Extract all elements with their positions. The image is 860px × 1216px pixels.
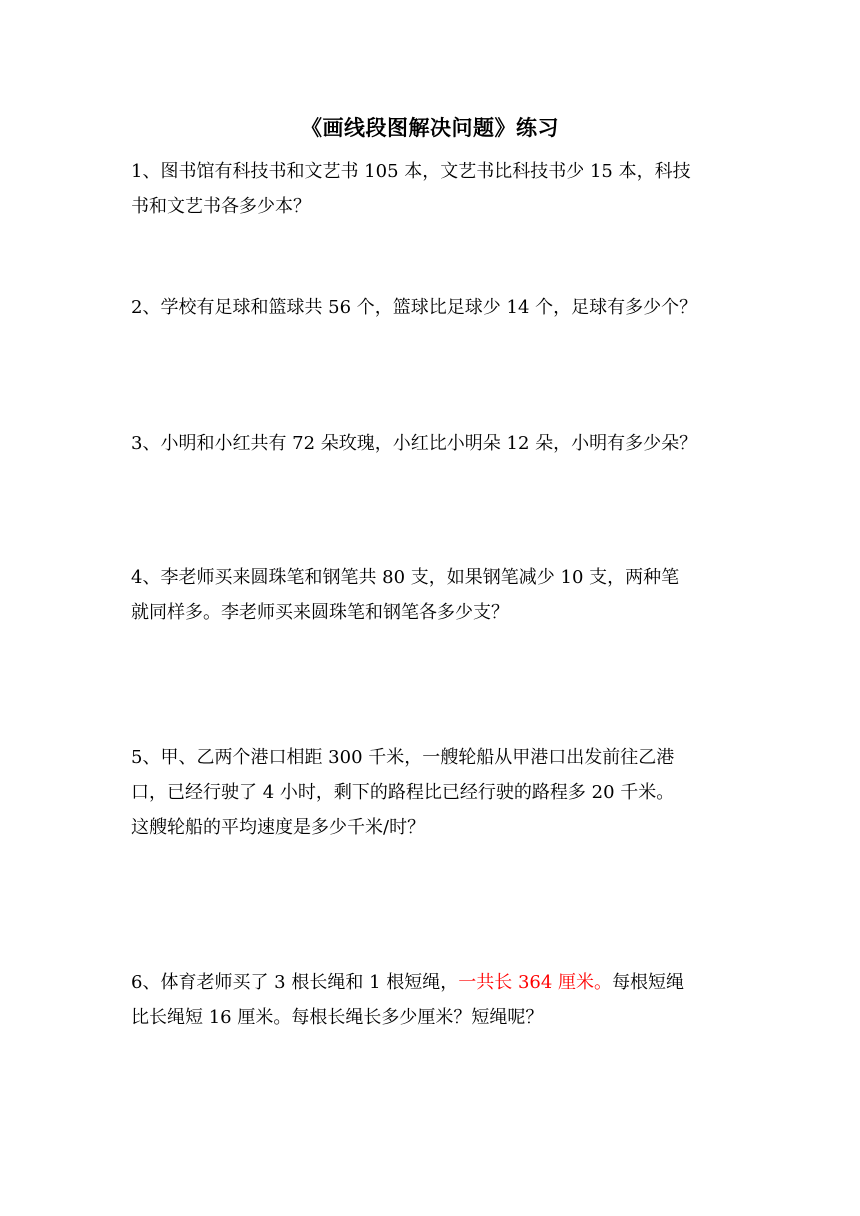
question-1	[131, 156, 731, 222]
question-6-text-start: 6、体育老师买了 3 根长绳和 1 根短绳，	[131, 972, 459, 993]
question-1-line-2: 书和文艺书各多少本？	[131, 196, 311, 217]
question-4	[131, 562, 731, 628]
question-6-line-1	[131, 967, 731, 998]
question-6	[131, 967, 731, 1033]
question-4-line-1: 4、李老师买来圆珠笔和钢笔共 80 支，如果钢笔减少 10 支，两种笔	[131, 567, 680, 588]
question-1-line-1: 1、图书馆有科技书和文艺书 105 本，文艺书比科技书少 15 本，科技	[131, 161, 691, 182]
question-2-line-1: 2、学校有足球和篮球共 56 个，篮球比足球少 14 个，足球有多少个？	[131, 297, 698, 318]
question-3	[131, 428, 731, 459]
question-5-line-1: 5、甲、乙两个港口相距 300 千米，一艘轮船从甲港口出发前往乙港	[131, 747, 675, 768]
question-6-highlighted-text: 一共长 364 厘米。	[458, 972, 613, 993]
question-5-line-2: 口，已经行驶了 4 小时，剩下的路程比已经行驶的路程多 20 千米。	[131, 782, 675, 803]
question-5	[131, 742, 731, 843]
question-4-line-2: 就同样多。李老师买来圆珠笔和钢笔各多少支？	[131, 602, 509, 623]
question-2	[131, 292, 731, 323]
question-6-text-end: 每根短绳	[612, 972, 685, 993]
question-6-line-2: 比长绳短 16 厘米。每根长绳长多少厘米？短绳呢？	[131, 1007, 544, 1028]
question-3-line-1: 3、小明和小红共有 72 朵玫瑰，小红比小明朵 12 朵，小明有多少朵？	[131, 433, 698, 454]
worksheet-title: 《画线段图解决问题》练习	[301, 115, 559, 140]
question-5-line-3: 这艘轮船的平均速度是多少千米/时？	[131, 817, 426, 838]
